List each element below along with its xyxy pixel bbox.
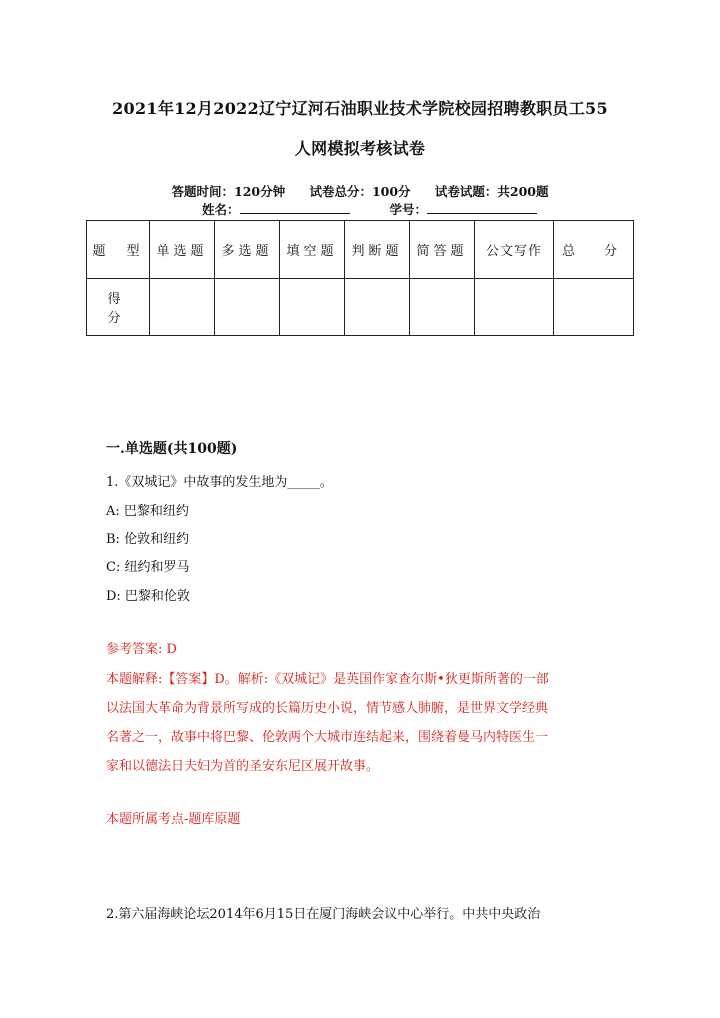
question-1-answer: 参考答案: D [106, 642, 177, 657]
name-blank[interactable] [240, 203, 350, 214]
header-cell: 填空题 [280, 221, 345, 279]
question-1-explanation [106, 665, 606, 781]
student-info [202, 200, 577, 218]
score-cell[interactable] [150, 278, 215, 336]
score-table-score-row [87, 278, 634, 336]
score-table [86, 220, 634, 336]
question-1-option-c: C: 纽约和罗马 [106, 560, 190, 575]
header-cell: 判断题 [345, 221, 410, 279]
question-1-option-a: A: 巴黎和纽约 [106, 504, 189, 519]
question-1-option-d: D: 巴黎和伦敦 [106, 589, 190, 604]
header-cell: 单选题 [150, 221, 215, 279]
name-label: 姓名： [202, 202, 240, 217]
question-1-stem: 1.《双城记》中故事的发生地为_____。 [106, 475, 333, 490]
exam-time: 答题时间：120分钟 [171, 184, 286, 199]
score-cell[interactable] [345, 278, 410, 336]
score-cell[interactable] [554, 278, 634, 336]
exam-title-line1: 2021年12月2022辽宁辽河石油职业技术学院校园招聘教职员工55 [112, 99, 608, 118]
score-cell[interactable] [280, 278, 345, 336]
header-cell: 题 型 [87, 221, 150, 279]
header-cell: 多选题 [215, 221, 280, 279]
explanation-line: 本题解释:【答案】D。解析:《双城记》是英国作家查尔斯•狄更斯所著的一部 [106, 672, 549, 687]
score-cell[interactable] [215, 278, 280, 336]
header-cell: 公文写作 [475, 221, 554, 279]
question-1-option-b: B: 伦敦和纽约 [106, 532, 190, 547]
id-label: 学号： [389, 202, 428, 217]
header-cell: 总 分 [554, 221, 634, 279]
section-title: 一.单选题(共100题) [106, 441, 238, 457]
score-table-header-row [87, 221, 634, 279]
exam-count: 试卷试题：共200题 [434, 184, 549, 199]
question-1-source: 本题所属考点-题库原题 [106, 812, 241, 827]
header-cell: 简答题 [410, 221, 475, 279]
exam-meta [0, 182, 720, 200]
exam-total: 试卷总分：100分 [309, 184, 411, 199]
score-cell[interactable] [475, 278, 554, 336]
id-blank[interactable] [427, 203, 537, 214]
score-cell[interactable] [410, 278, 475, 336]
question-2-stem: 2.第六届海峡论坛2014年6月15日在厦门海峡会议中心举行。中共中央政治 [106, 907, 541, 922]
explanation-line: 名著之一，故事中将巴黎、伦敦两个大城市连结起来，围绕着曼马内特医生一 [106, 730, 549, 745]
explanation-line: 以法国大革命为背景所写成的长篇历史小说，情节感人肺腑，是世界文学经典 [106, 701, 549, 716]
exam-title-line2: 人网模拟考核试卷 [294, 139, 426, 158]
explanation-line: 家和以德法日夫妇为首的圣安东尼区展开故事。 [106, 759, 380, 774]
score-row-label: 得 分 [87, 278, 150, 336]
